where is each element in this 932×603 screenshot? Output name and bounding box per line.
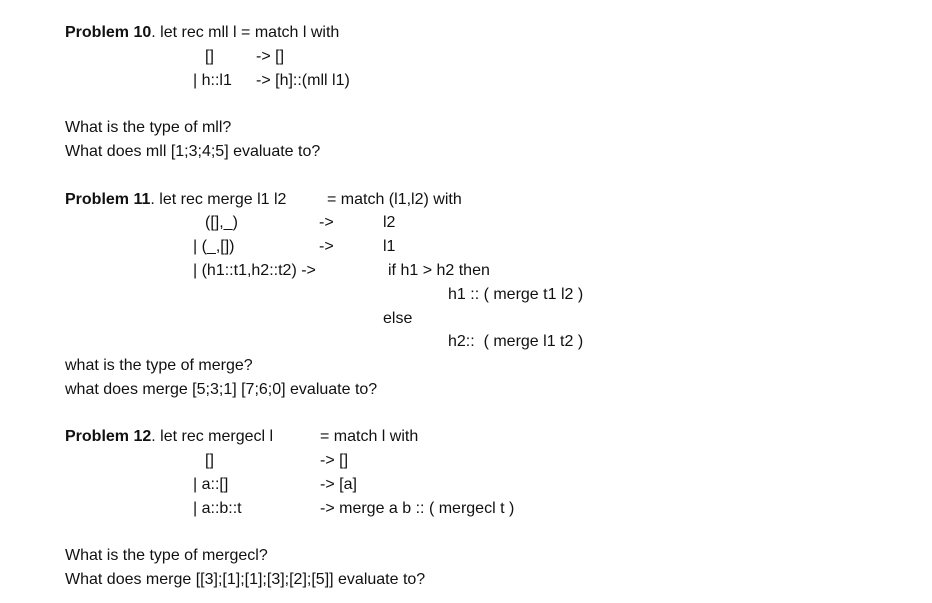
problem-11-case3-if: if h1 > h2 then (388, 262, 490, 279)
problem-12-case3-pattern: | a::b::t (193, 500, 242, 517)
problem-11-case3-pattern: | (h1::t1,h2::t2) -> (193, 262, 316, 279)
problem-10-case1-pattern: [] (205, 48, 214, 65)
problem-12-case2-pattern: | a::[] (193, 476, 229, 493)
problem-10-case2-result: -> [h]::(mll l1) (256, 72, 350, 89)
problem-12-header-match: = match l with (320, 428, 419, 445)
problem-11-case2-arrow: -> (319, 238, 334, 255)
problem-11-case3-then: h1 :: ( merge t1 l2 ) (448, 286, 584, 303)
problem-11-case1-pattern: ([],_) (205, 214, 238, 231)
problem-10-case1-result: -> [] (256, 48, 285, 65)
problem-11-question-eval: what does merge [5;3;1] [7;6;0] evaluate to? (65, 381, 378, 398)
problem-11-definition: . let rec merge l1 l2 (150, 191, 287, 208)
problem-11-header (65, 190, 286, 210)
problem-11-question-type: what is the type of merge? (65, 357, 253, 374)
problem-12-question-type: What is the type of mergecl? (65, 547, 268, 564)
problem-11-case1-arrow: -> (319, 214, 334, 231)
problem-10-header (65, 23, 339, 43)
problem-12-case1-result: -> [] (320, 452, 349, 469)
problem-10-question-type: What is the type of mll? (65, 119, 232, 136)
problem-11-label: Problem 11 (65, 191, 151, 208)
problem-12-definition: . let rec mergecl l (151, 428, 274, 445)
problem-12-case3-result: -> merge a b :: ( mergecl t ) (320, 500, 515, 517)
problem-10-label: Problem 10 (65, 24, 152, 41)
problem-11-header-match: = match (l1,l2) with (327, 191, 462, 208)
problem-11-case2-pattern: | (_,[]) (193, 238, 235, 255)
problem-10-definition: . let rec mll l = match l with (151, 24, 340, 41)
problem-12-header (65, 427, 273, 447)
problem-11-case3-else: h2:: ( merge l1 t2 ) (448, 333, 584, 350)
problem-11-case3-else-keyword: else (383, 310, 413, 327)
problem-12-case2-result: -> [a] (320, 476, 357, 493)
problem-12-case1-pattern: [] (205, 452, 214, 469)
problem-10-question-eval: What does mll [1;3;4;5] evaluate to? (65, 143, 321, 160)
problem-12-label: Problem 12 (65, 428, 152, 445)
problem-11-case1-result: l2 (383, 214, 396, 231)
problem-10-case2-pattern: | h::l1 (193, 72, 232, 89)
problem-11-case2-result: l1 (383, 238, 396, 255)
problem-12-question-eval: What does merge [[3];[1];[1];[3];[2];[5]] evaluate to? (65, 571, 426, 588)
